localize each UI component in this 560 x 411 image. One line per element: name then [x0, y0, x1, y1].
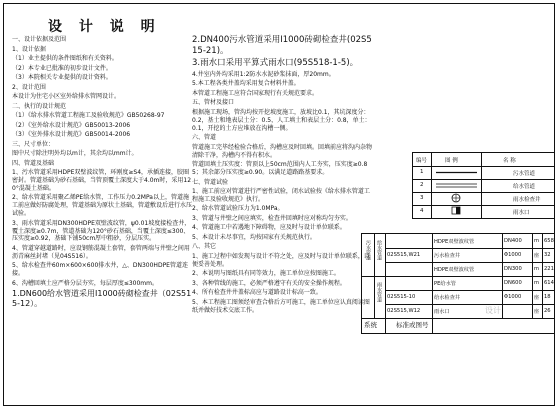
note-col2-head-0: 2.DN400污水管道采用Ⅰ1000砖砌检查井(02S515-21)。	[192, 35, 372, 56]
note-col3-line-11: 八、其它	[192, 243, 217, 251]
material-code-5: 02S515,W12	[387, 308, 421, 314]
note-col1-line-17: 4、管道穿越道路时，应设钢筋混凝土套管，套管两端与井壁之间用沥青麻丝封堵（见04S516）。	[12, 244, 190, 260]
material-code-4: 02S515-10	[387, 294, 416, 300]
legend-no-3: 3	[420, 195, 424, 201]
material-unit-5: 座	[534, 309, 540, 315]
note-col1-line-7: 二、执行的设计规范	[12, 102, 67, 110]
note-col3-line-9: 4、管道施工中若遇地下障碍物，应及时与设计单位联系。	[192, 224, 346, 232]
side-label-1: 污水管道	[365, 240, 371, 260]
material-unit-0: m	[534, 238, 540, 244]
material-qty-5: 26	[544, 308, 551, 314]
note-col1-line-3: （2）本专业已批准的初步设计文件。	[12, 64, 112, 72]
note-col2-head-4: 本管道工程施工应符合国家现行有关规范要求。	[192, 89, 319, 97]
note-col1-line-10: （3）《室外排水设计规范》GB50014-2006	[12, 131, 131, 138]
page-title: 设 计 说 明	[48, 19, 161, 35]
note-col3-line-0: 五、管材及接口	[192, 99, 235, 107]
material-code-1: 02S515,W21	[387, 252, 421, 258]
material-spec-1: Φ1000	[504, 252, 522, 258]
legend-name-3: 雨水检查井	[513, 197, 541, 203]
note-col1-line-15: 2、给水管道采用聚乙烯PE给水管，工作压力0.2MPa以上，管道施工前应做好防腐处理，管道基础为原状土基础，管道敷设后进行水压试验。	[12, 194, 193, 218]
notes-column-2	[192, 34, 374, 316]
material-qty-4: 18	[544, 294, 551, 300]
notes-column-1	[12, 36, 192, 311]
material-qty-2: 221	[544, 266, 554, 272]
note-col3-line-6: 1、施工前应对管道进行严密性试验，闭水试验按《给水排水管道工程施工及验收规范》执行。	[192, 188, 370, 203]
note-col3-line-16: 5、本工程施工图须经审查合格后方可施工，施工单位应认真阅读图纸并做好技术交底工作。	[192, 298, 370, 314]
note-col3-line-10: 5、本设计未尽事宜，均按国家有关规范执行。	[192, 233, 316, 241]
note-col3-line-3: 管道施工完毕经检验合格后，沟槽应及时回填。回填前应将沟内杂物清除干净，沟槽内不得有积水。	[192, 143, 373, 159]
legend-header-name: 名 称	[503, 158, 516, 164]
material-name-2: HDPE双壁波纹管	[434, 267, 475, 273]
side-label-3: 雨水管道	[376, 282, 382, 302]
note-col1-line-13: 四、管道及基础	[12, 159, 55, 167]
legend-no-4: 4	[420, 208, 424, 214]
legend-header-no: 编号	[416, 158, 428, 164]
note-col3-line-4: 管道回填土压实度：管顶以上50cm范围内人工夯实，压实度≥0.85；其余部分压实度≥0.90。以满足道路路基要求。	[192, 161, 368, 176]
material-qty-0: 658	[544, 238, 554, 244]
note-col1-line-6: 本设计为住宅小区室外给排水管网设计。	[12, 93, 121, 100]
material-spec-2: DN300	[504, 266, 522, 272]
material-unit-1: 座	[534, 253, 540, 259]
note-col3-line-7: 2、给水管道试验压力为1.0MPa。	[192, 205, 284, 213]
note-col1-line-4: （3）本院相关专业提供的设计资料。	[12, 74, 112, 81]
note-col1-line-9: （2）《室外给水设计规范》GB50013-2006	[12, 121, 131, 129]
material-name-4: 给水检查井	[434, 295, 460, 301]
note-col1-line-19: 6、沟槽回填土应严格分层夯实，每层厚度≤300mm。	[12, 279, 158, 287]
note-col1-line-12: 图中尺寸除注明外均以m计，其余均以mm计。	[12, 150, 138, 157]
note-col1-line-14: 1、污水管道采用HDPE双壁波纹管，环刚度≥S4，承插连接，胶圈密封。管道基础为砂石基础，当管顶覆土深度大于4.0m时，采用120°混凝土基础。	[12, 169, 192, 192]
note-col1-line-11: 三、尺寸单位：	[12, 140, 55, 148]
note-col2-head-3: 5.本工程各类井盖均采用复合材料井盖。	[192, 80, 300, 88]
note-col3-line-8: 3、管道与井壁之间应填实，检查井回填时应对称均匀夯实。	[192, 214, 352, 222]
note-col1-line-2: （1）业主提供的条件图纸和有关资料。	[12, 55, 118, 62]
material-spec-0: DN400	[504, 238, 522, 244]
materials-footer	[361, 317, 555, 334]
legend-header-symbol: 图 例	[445, 158, 458, 164]
note-col1-line-16: 3、雨水管道采用DN300HDPE双壁波纹管，ψ0.01坡度接检查井，覆土深度≥0.7m，管道基础为120°砂石基础，当覆土深度≤300、压实度≥0.92，基础下铺50cm厚中粗砂，分层压实。	[12, 219, 191, 243]
watermark: 设计	[485, 306, 501, 315]
side-label-2: 给水管道	[376, 240, 382, 260]
materials-table	[361, 233, 555, 319]
legend-table	[412, 152, 555, 219]
note-col1-line-20: 1.DN600给水管道采用Ⅰ1000砖砌检查井（02S515-12）。	[12, 289, 192, 309]
material-unit-2: m	[534, 266, 540, 272]
note-col3-line-15: 4、所有检查井井盖标高应与道路设计标高一致。	[192, 289, 322, 297]
legend-name-1: 污水管道	[513, 171, 536, 177]
note-col3-line-14: 3、各种管线的施工，必须严格遵守有关的安全操作规程。	[192, 279, 346, 287]
note-col2-head-2: 4.井室内外均采用1:2防水水泥砂浆抹面，厚20mm。	[192, 70, 335, 78]
note-col1-line-0: 一、设计依据及范围	[12, 36, 67, 43]
note-col1-line-18: 5、给水检查井60m×600×600排水井，△、DN300HDPE管道连接。	[12, 262, 188, 278]
material-unit-4: 座	[534, 295, 540, 301]
legend-name-4: 雨水口	[513, 210, 530, 216]
note-col3-line-2: 六、管道	[192, 134, 217, 142]
material-qty-1: 32	[544, 252, 551, 258]
material-name-1: 污水检查井	[434, 253, 460, 259]
note-col1-line-1: 1、设计依据	[12, 45, 46, 53]
legend-symbols	[432, 166, 481, 218]
material-name-5: 雨水口	[434, 309, 450, 315]
legend-no-2: 2	[420, 182, 424, 188]
legend-no-1: 1	[420, 169, 424, 175]
material-spec-4: Φ1000	[504, 294, 522, 300]
material-name-0: HDPE双壁波纹管	[434, 239, 475, 245]
note-col2-head-1: 3.雨水口采用平算式雨水口(95S518-1-5)。	[192, 58, 359, 69]
legend-name-2: 给水管道	[513, 184, 536, 190]
note-col3-line-13: 2、本说明与图纸具有同等效力，施工单位应按图施工。	[192, 270, 340, 278]
note-col3-line-1: 根据施工现场，管沟均按开挖坡度施工，放坡比0.1，其坑深度分：0.2，基土和地表层土分：0.5，人工填土和表层土分：0.8，单土：0.1，开挖的土方应堆放在沟槽一侧。	[192, 108, 371, 132]
footer-system: 系统	[364, 321, 377, 329]
material-spec-3: DN600	[504, 280, 522, 286]
material-name-3: PE给水管	[434, 281, 456, 287]
material-unit-3: m	[534, 280, 540, 286]
note-col1-line-8: （1）《给水排水管道工程施工及验收规范》GB50268-97	[12, 112, 165, 119]
note-col3-line-12: 1、施工过程中如发现与设计不符之处，应及时与设计单位联系，以便妥善处理。	[192, 252, 370, 268]
material-qty-3: 614	[544, 280, 554, 286]
note-col3-line-5: 七、管道试验	[192, 178, 229, 186]
footer-standard: 标准或图号	[396, 321, 429, 329]
note-col1-line-5: 2、设计范围	[12, 83, 46, 91]
